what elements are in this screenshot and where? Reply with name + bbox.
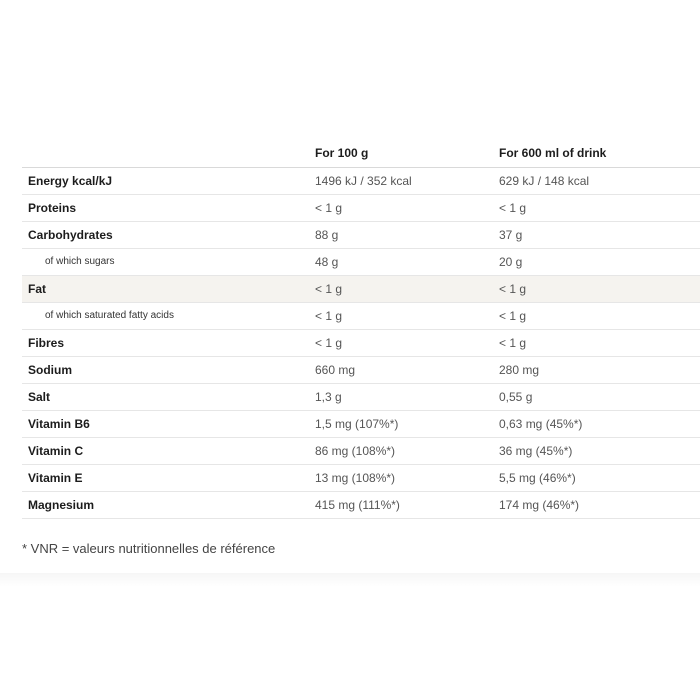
table-row [22, 465, 700, 492]
table-row [22, 438, 700, 465]
value-per-600ml: 280 mg [499, 363, 540, 377]
value-per-600ml: 20 g [499, 255, 523, 269]
table-row [22, 492, 700, 519]
nutrient-name: Proteins [28, 201, 77, 215]
nutrient-name: Vitamin B6 [28, 417, 90, 431]
value-per-600ml: 36 mg (45%*) [499, 444, 573, 458]
table-row [22, 357, 700, 384]
value-per-100g: 13 mg (108%*) [315, 471, 396, 485]
value-per-100g: 1496 kJ / 352 kcal [315, 174, 412, 188]
table-row [22, 276, 700, 303]
nutrition-table [22, 139, 700, 519]
bottom-band [0, 573, 700, 700]
value-per-600ml: 629 kJ / 148 kcal [499, 174, 590, 188]
value-per-100g: 415 mg (111%*) [315, 498, 400, 512]
nutrient-name: Sodium [28, 363, 72, 377]
nutrient-name: Magnesium [28, 498, 95, 512]
nutrient-name: Salt [28, 390, 51, 404]
table-row [22, 195, 700, 222]
value-per-600ml: 0,55 g [499, 390, 533, 404]
table-row [22, 222, 700, 249]
table-row [22, 168, 700, 195]
table-row [22, 249, 700, 276]
value-per-100g: 48 g [315, 255, 339, 269]
header-per-100g: For 100 g [315, 146, 369, 160]
value-per-100g: 1,3 g [315, 390, 342, 404]
nutrient-name: Vitamin C [28, 444, 84, 458]
nutrient-name: Energy kcal/kJ [28, 174, 113, 188]
nutrient-name: Carbohydrates [28, 228, 113, 242]
nutrient-name: of which saturated fatty acids [45, 310, 174, 321]
header-per-600ml: For 600 ml of drink [499, 146, 607, 160]
value-per-100g: < 1 g [315, 282, 343, 296]
nutrient-name: Fibres [28, 336, 65, 350]
value-per-600ml: < 1 g [499, 282, 527, 296]
table-row [22, 303, 700, 330]
value-per-100g: < 1 g [315, 309, 343, 323]
table-header-row [22, 139, 700, 168]
value-per-100g: 88 g [315, 228, 339, 242]
table-row [22, 411, 700, 438]
table-body [22, 168, 700, 519]
value-per-100g: < 1 g [315, 336, 343, 350]
nutrient-name: Fat [28, 282, 46, 296]
value-per-100g: 86 mg (108%*) [315, 444, 396, 458]
value-per-600ml: 37 g [499, 228, 523, 242]
value-per-100g: < 1 g [315, 201, 343, 215]
nutrient-name: Vitamin E [28, 471, 83, 485]
value-per-600ml: 5,5 mg (46%*) [499, 471, 576, 485]
value-per-600ml: < 1 g [499, 201, 527, 215]
value-per-600ml: 174 mg (46%*) [499, 498, 580, 512]
nutrient-name: of which sugars [45, 256, 115, 267]
value-per-600ml: 0,63 mg (45%*) [499, 417, 583, 431]
footnote: * VNR = valeurs nutritionnelles de référence [22, 541, 276, 556]
value-per-600ml: < 1 g [499, 309, 527, 323]
value-per-600ml: < 1 g [499, 336, 527, 350]
value-per-100g: 660 mg [315, 363, 356, 377]
value-per-100g: 1,5 mg (107%*) [315, 417, 399, 431]
table-row [22, 384, 700, 411]
table-row [22, 330, 700, 357]
